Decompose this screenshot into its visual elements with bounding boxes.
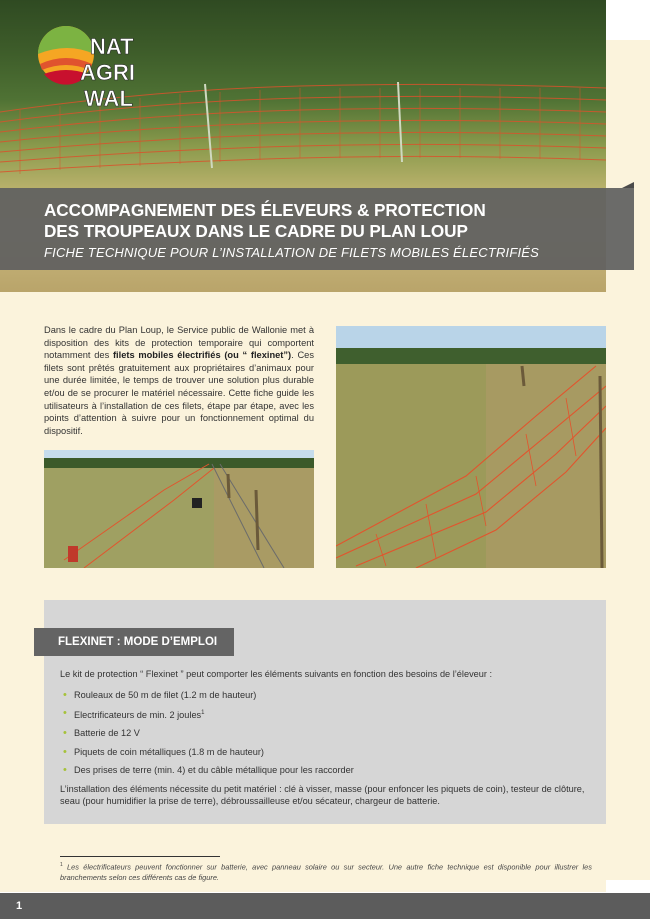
intro-text-after: . Ces filets sont prêtés gratuitement aux propriétaires d’animaux pour une durée limitée, le temps de trouver une solution plus durable et/ou de se procurer le matériel nécessaire. Cette fiche guide les utilisateurs à l’installation de ces filets, étape par étape, avec les points d’attention à suivre pour un fonctionnement optimal du dispositif. [44,350,314,436]
svg-text:NAT: NAT [90,34,134,59]
kit-item: • Batterie de 12 V [60,727,596,740]
section-title: FLEXINET : MODE D’EMPLOI [34,628,234,656]
kit-item: • Piquets de coin métalliques (1.8 m de hauteur) [60,746,596,759]
svg-text:WAL: WAL [84,86,133,111]
title-banner [0,188,634,270]
kit-lead-text: Le kit de protection “ Flexinet ” peut comporter les éléments suivants en fonction des besoins de l’éleveur : [60,669,493,679]
title-line-2: DES TROUPEAUX DANS LE CADRE DU PLAN LOUP [44,221,468,241]
footnote-reference: 1 [201,709,205,716]
intro-paragraph [44,324,314,437]
mode-emploi-content [60,668,596,808]
cream-side-strip [606,40,650,880]
kit-item: • Rouleaux de 50 m de filet (1.2 m de hauteur) [60,689,596,702]
intro-bold-text: filets mobiles électrifiés (ou “ flexinet”) [112,350,292,361]
installation-tools-text: L’installation des éléments nécessite du petit matériel : clé à visser, masse (pour enfoncer les piquets de coin), testeur de clôture, seau (pour humidifier la prise de terre), débroussailleuse et/ou sécateur, chargeur de batterie. [60,783,585,807]
intro-text-before: Dans le cadre du Plan Loup, le Service public de Wallonie met à disposition des kits de protection temporaire qui comportent notamment des [44,325,314,361]
kit-items-list [60,689,596,777]
title-line-1: ACCOMPAGNEMENT DES ÉLEVEURS & PROTECTION [44,200,486,220]
page-title [44,200,604,242]
page-subtitle: FICHE TECHNIQUE POUR L’INSTALLATION DE FILETS MOBILES ÉLECTRIFIÉS [44,245,540,260]
kit-item: • Des prises de terre (min. 4) et du câble métallique pour les raccorder [60,764,596,777]
footnote-text: Les électrificateurs peuvent fonctionner sur batterie, avec panneau solaire ou sur secteur. Une autre fiche technique est disponible pour illustrer les branchements selon ces différents cas de figure. [60,862,592,882]
natagriwal-logo [38,24,156,112]
page-number: 1 [16,900,23,912]
photo-fence-meadow-large [336,326,606,568]
footnote [60,860,592,883]
footnote-mark: 1 [60,862,63,868]
kit-item: • Electrificateurs de min. 2 joules$^1$ [60,707,596,722]
footer-bar [0,893,650,919]
footnote-divider [60,856,220,857]
svg-text:AGRI: AGRI [80,60,135,85]
photo-fence-meadow-small [44,450,314,568]
